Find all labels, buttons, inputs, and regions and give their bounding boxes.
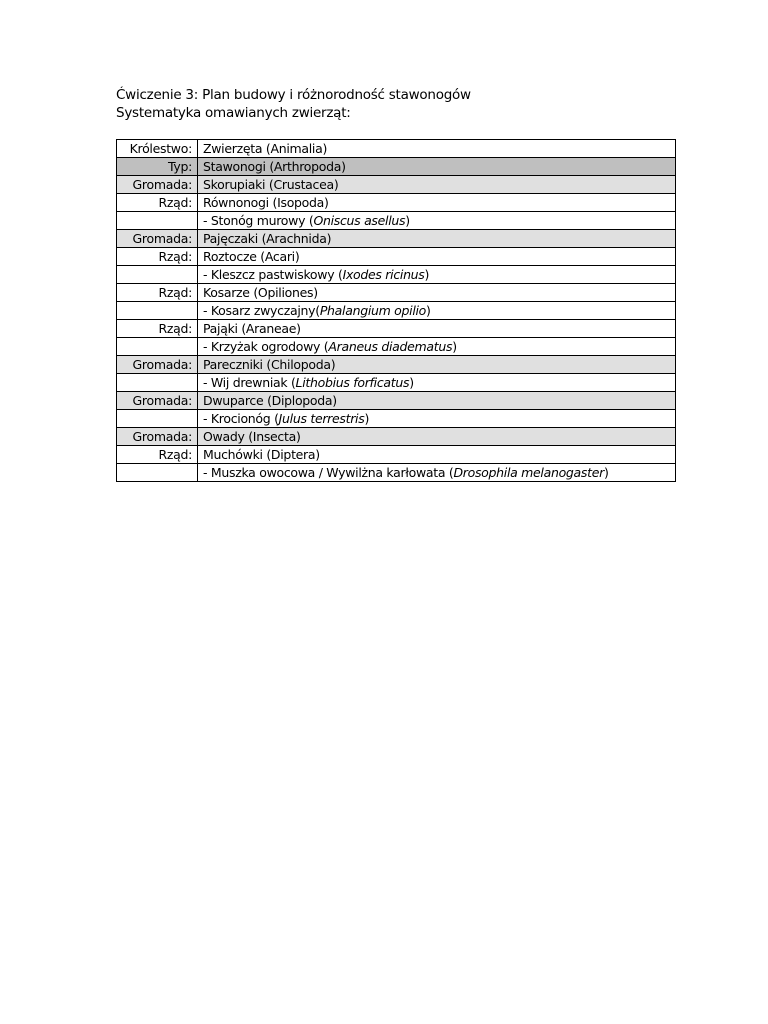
species-latin-name: Ixodes ricinus [342, 267, 425, 282]
rank-cell: Gromada: [117, 176, 198, 194]
rank-cell: Rząd: [117, 284, 198, 302]
rank-cell: Rząd: [117, 194, 198, 212]
species-cell [198, 266, 676, 284]
rank-cell [117, 212, 198, 230]
rank-cell: Rząd: [117, 446, 198, 464]
species-cell [198, 464, 676, 482]
rank-cell: Typ: [117, 158, 198, 176]
table-row [117, 158, 676, 176]
rank-cell: Rząd: [117, 248, 198, 266]
taxon-cell: Skorupiaki (Crustacea) [198, 176, 676, 194]
taxon-cell: Pareczniki (Chilopoda) [198, 356, 676, 374]
species-common-name: - Kosarz zwyczajny( [203, 303, 320, 318]
section-subtitle: Systematyka omawianych zwierząt: [116, 105, 351, 121]
taxon-cell: Pająki (Araneae) [198, 320, 676, 338]
table-row [117, 338, 676, 356]
species-closing: ) [405, 213, 410, 228]
species-closing: ) [409, 375, 414, 390]
rank-cell: Rząd: [117, 320, 198, 338]
rank-cell [117, 374, 198, 392]
species-common-name: - Stonóg murowy ( [203, 213, 314, 228]
species-common-name: - Wij drewniak ( [203, 375, 296, 390]
rank-cell: Gromada: [117, 356, 198, 374]
species-latin-name: Phalangium opilio [319, 303, 427, 318]
species-closing: ) [426, 303, 431, 318]
table-row [117, 410, 676, 428]
rank-cell [117, 266, 198, 284]
table-row [117, 320, 676, 338]
rank-cell [117, 338, 198, 356]
species-latin-name: Lithobius forficatus [295, 375, 410, 390]
rank-cell: Królestwo: [117, 140, 198, 158]
rank-cell [117, 410, 198, 428]
species-cell [198, 302, 676, 320]
table-row [117, 374, 676, 392]
species-cell [198, 374, 676, 392]
table-row [117, 230, 676, 248]
species-closing: ) [424, 267, 430, 282]
species-common-name: - Kleszcz pastwiskowy ( [203, 267, 343, 282]
taxon-cell: Owady (Insecta) [198, 428, 676, 446]
species-cell [198, 338, 676, 356]
taxon-cell: Muchówki (Diptera) [198, 446, 676, 464]
rank-cell: Gromada: [117, 428, 198, 446]
table-row [117, 428, 676, 446]
species-closing: ) [603, 465, 609, 480]
species-latin-name: Drosophila melanogaster [453, 465, 604, 480]
table-row [117, 176, 676, 194]
species-common-name: - Krocionóg ( [203, 411, 279, 426]
rank-cell: Gromada: [117, 392, 198, 410]
taxon-cell: Pajęczaki (Arachnida) [198, 230, 676, 248]
rank-cell: Gromada: [117, 230, 198, 248]
taxon-cell: Dwuparce (Diplopoda) [198, 392, 676, 410]
table-row [117, 446, 676, 464]
table-row [117, 194, 676, 212]
table-row [117, 392, 676, 410]
species-common-name: - Muszka owocowa / Wywilżna karłowata ( [203, 465, 454, 480]
species-cell [198, 410, 676, 428]
taxon-cell: Stawonogi (Arthropoda) [198, 158, 676, 176]
species-cell [198, 212, 676, 230]
taxon-cell: Roztocze (Acari) [198, 248, 676, 266]
exercise-title: Ćwiczenie 3: Plan budowy i różnorodność stawonogów [116, 87, 471, 103]
table-row [117, 284, 676, 302]
taxon-cell: Zwierzęta (Animalia) [198, 140, 676, 158]
table-row [117, 248, 676, 266]
table-row [117, 464, 676, 482]
species-latin-name: Araneus diadematus [328, 339, 453, 354]
species-closing: ) [452, 339, 457, 354]
table-row [117, 302, 676, 320]
species-latin-name: Julus terrestris [278, 411, 365, 426]
taxonomy-table [116, 139, 676, 482]
taxon-cell: Równonogi (Isopoda) [198, 194, 676, 212]
table-row [117, 266, 676, 284]
table-row [117, 212, 676, 230]
taxon-cell: Kosarze (Opiliones) [198, 284, 676, 302]
document-heading [116, 86, 471, 122]
table-row [117, 356, 676, 374]
rank-cell [117, 464, 198, 482]
species-common-name: - Krzyżak ogrodowy ( [203, 339, 329, 354]
species-latin-name: Oniscus asellus [313, 213, 406, 228]
table-row [117, 140, 676, 158]
species-closing: ) [364, 411, 370, 426]
rank-cell [117, 302, 198, 320]
